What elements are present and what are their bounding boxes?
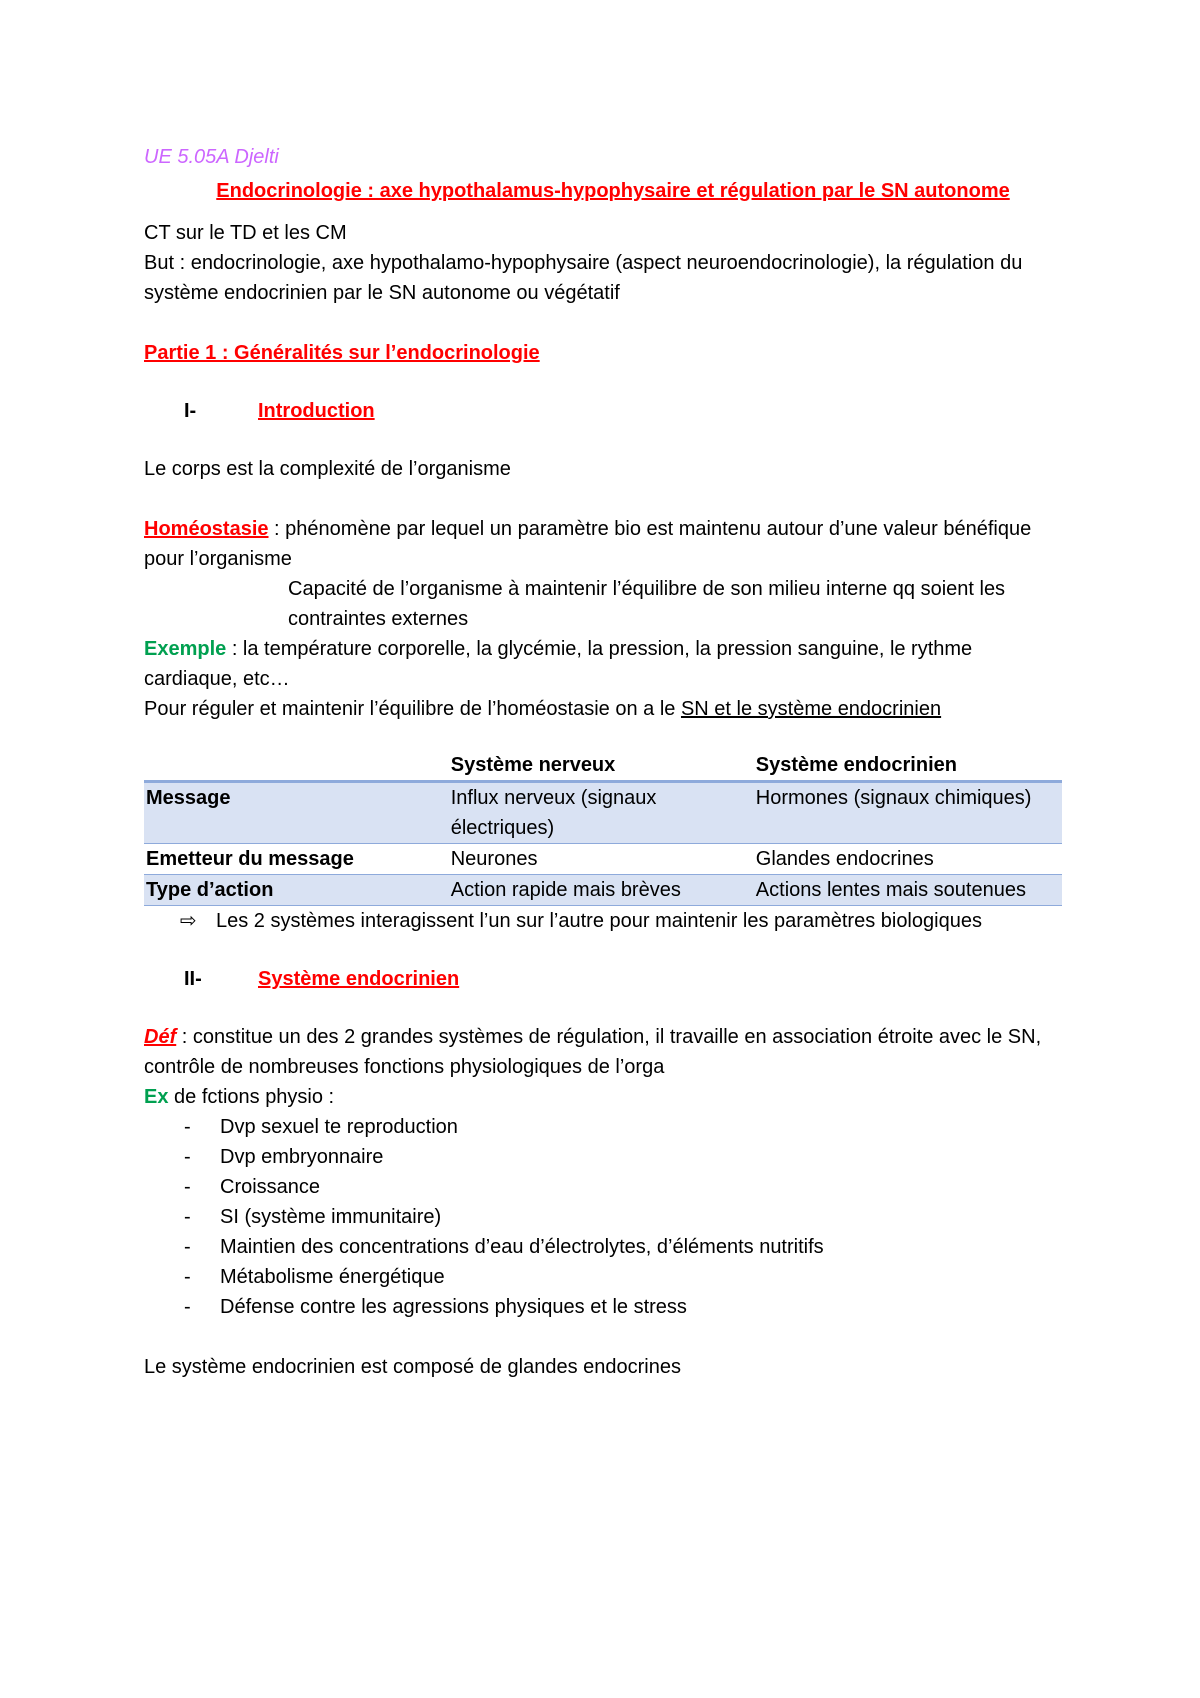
example-text: : la température corporelle, la glycémie, la pression, la pression sanguine, le rythme cardiaque, etc… xyxy=(144,638,973,690)
comparison-table xyxy=(144,748,1062,906)
section-heading-introduction xyxy=(144,396,1062,426)
table-cell: Influx nerveux (signaux électriques) xyxy=(449,782,754,844)
examples-intro xyxy=(144,1082,1062,1112)
table-cell: Glandes endocrines xyxy=(754,844,1062,875)
regulation-text: Pour réguler et maintenir l’équilibre de l’homéostasie on a le xyxy=(144,698,681,720)
document-content xyxy=(144,142,1062,1382)
table-row xyxy=(144,875,1062,906)
definition-text: : constitue un des 2 grandes systèmes de régulation, il travaille en association étroite avec le SN, contrôle de nombreuses fonctions physiologiques de l’orga xyxy=(144,1026,1042,1078)
table-row-label: Message xyxy=(144,782,449,844)
homeostasis-definition-2: Capacité de l’organisme à maintenir l’équilibre de son milieu interne qq soient les contraintes externes xyxy=(288,578,1006,630)
table-header-cell: Système endocrinien xyxy=(754,748,1062,782)
table-row-label: Type d’action xyxy=(144,875,449,906)
homeostasis-definition xyxy=(144,514,1062,574)
document-title: Endocrinologie : axe hypothalamus-hypophysaire et régulation par le SN autonome xyxy=(216,180,1010,202)
example-paragraph xyxy=(144,634,1062,694)
table-cell: Neurones xyxy=(449,844,754,875)
table-row xyxy=(144,782,1062,844)
table-cell: Actions lentes mais soutenues xyxy=(754,875,1062,906)
ex-text: de fctions physio : xyxy=(168,1086,335,1108)
definition-paragraph xyxy=(144,1022,1062,1082)
closing-paragraph: Le système endocrinien est composé de glandes endocrines xyxy=(144,1356,681,1378)
regulation-underlined: SN et le système endocrinien xyxy=(680,698,942,720)
ex-label: Ex xyxy=(144,1086,169,1108)
course-code: UE 5.05A Djelti xyxy=(144,146,279,168)
section-label: Système endocrinien xyxy=(258,968,460,990)
table-row-label: Emetteur du message xyxy=(144,844,449,875)
list-item: - Croissance xyxy=(184,1176,321,1198)
list-item: - Dvp embryonnaire xyxy=(184,1146,384,1168)
table-header-cell xyxy=(144,748,449,782)
list-item: - Dvp sexuel te reproduction xyxy=(184,1116,458,1138)
homeostasis-text: : phénomène par lequel un paramètre bio est maintenu autour d’une valeur bénéfique pour l’organisme xyxy=(144,518,1032,570)
table-row xyxy=(144,844,1062,875)
table-cell: Hormones (signaux chimiques) xyxy=(754,782,1062,844)
intro-line: CT sur le TD et les CM xyxy=(144,222,347,244)
definition-label: Déf xyxy=(144,1026,177,1048)
section-heading-endocrine xyxy=(144,964,1062,994)
conclusion-bullet xyxy=(180,906,1062,936)
conclusion-text: Les 2 systèmes interagissent l’un sur l’autre pour maintenir les paramètres biologiques xyxy=(216,910,982,932)
section-label: Introduction xyxy=(258,400,375,422)
section-number: I- xyxy=(184,400,197,422)
table-cell: Action rapide mais brèves xyxy=(449,875,754,906)
table-header-cell: Système nerveux xyxy=(449,748,754,782)
section-number: II- xyxy=(184,968,202,990)
list-item: - Défense contre les agressions physiques et le stress xyxy=(184,1296,687,1318)
list-item: - SI (système immunitaire) xyxy=(184,1206,442,1228)
intro-goal: But : endocrinologie, axe hypothalamo-hypophysaire (aspect neuroendocrinologie), la régulation du système endocrinien par le SN autonome ou végétatif xyxy=(144,252,1023,304)
regulation-paragraph xyxy=(144,694,1062,724)
functions-list xyxy=(144,1112,1062,1322)
list-item: - Maintien des concentrations d’eau d’électrolytes, d’éléments nutritifs xyxy=(184,1236,824,1258)
table-header-row xyxy=(144,748,1062,782)
list-item: - Métabolisme énergétique xyxy=(184,1266,445,1288)
term-homeostasie: Homéostasie xyxy=(144,518,269,540)
example-label: Exemple xyxy=(144,638,227,660)
part-title: Partie 1 : Généralités sur l’endocrinologie xyxy=(144,342,540,364)
body-paragraph: Le corps est la complexité de l’organisme xyxy=(144,458,511,480)
arrow-right-icon: ⇨ xyxy=(180,910,197,932)
